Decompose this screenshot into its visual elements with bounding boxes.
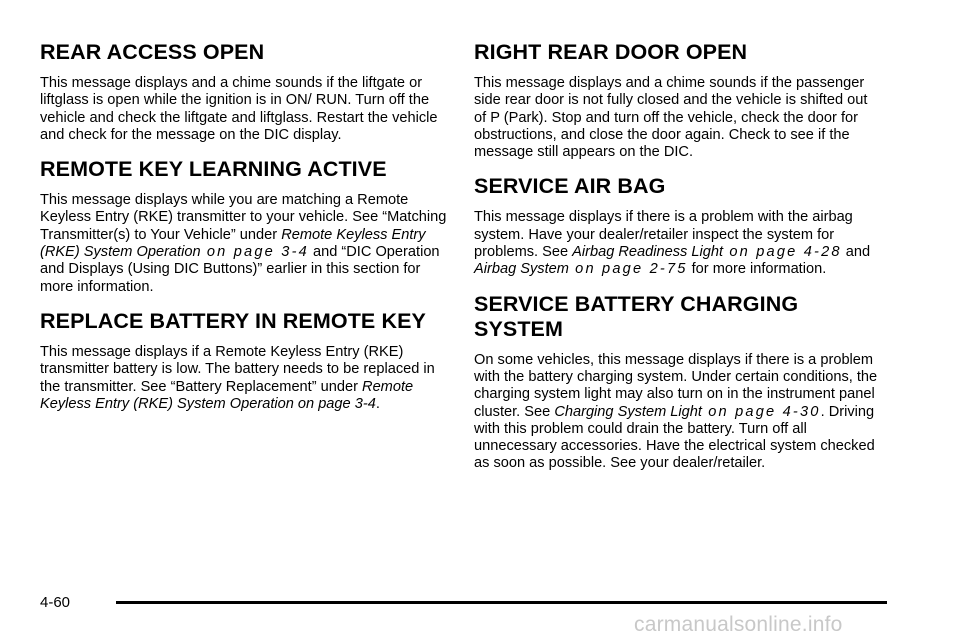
cross-reference-page[interactable]: on page 3-4 (200, 244, 309, 261)
section-replace-battery (40, 309, 448, 413)
left-column (40, 40, 448, 426)
body-service-air-bag (474, 209, 882, 278)
section-service-battery (474, 292, 882, 473)
section-right-rear-door (474, 40, 882, 161)
section-rear-access-open (40, 40, 448, 144)
cross-reference-link[interactable]: Airbag System (474, 261, 569, 278)
body-remote-key-learning (40, 192, 448, 296)
cross-reference-page[interactable]: on page 2-75 (568, 261, 688, 278)
heading-right-rear-door: RIGHT REAR DOOR OPEN (474, 40, 748, 64)
heading-service-air-bag: SERVICE AIR BAG (474, 174, 666, 199)
heading-rear-access-open: REAR ACCESS OPEN (40, 40, 265, 64)
body-rear-access-open: This message displays and a chime sounds if the liftgate or liftglass is open while the ignition is in ON/ RUN. Turn off the vehicle and check the liftgate and liftglass. Restart the vehicle and check for the message on the DIC display. (40, 75, 438, 143)
watermark-text: carmanualsonline.info (634, 613, 843, 636)
cross-reference-page[interactable]: on page 4-30 (701, 403, 821, 420)
text-span: This message displays while you are matching a Remote Keyless Entry (RKE) transmitter to your vehicle. See “Matching Transmitter(s) to Your Vehicle” under (40, 192, 447, 243)
text-span: for more information. (687, 261, 827, 278)
page-number: 4-60 (40, 594, 71, 611)
cross-reference-page[interactable]: on page 4-28 (723, 244, 842, 261)
text-span: . Driving with this problem could drain the battery. Turn off all unnecessary accessories. Have the electrical system checked as soon as possible. See your dealer/retailer. (474, 403, 875, 472)
cross-reference-link[interactable]: Charging System Light (554, 403, 702, 420)
heading-replace-battery: REPLACE BATTERY IN REMOTE KEY (40, 308, 426, 333)
text-span: This message displays if there is a problem with the airbag system. Have your dealer/retailer inspect the system for problems. See (474, 209, 853, 261)
body-right-rear-door: This message displays and a chime sounds if the passenger side rear door is not fully closed and the vehicle is shifted out of P (Park). Stop and turn off the vehicle, check the door for obstructions, and close the door again. Check to see if the message still appears on the DIC. (474, 75, 868, 161)
right-column (474, 40, 882, 486)
text-span: and (841, 244, 871, 261)
body-replace-battery (40, 344, 448, 413)
section-service-air-bag (474, 174, 882, 278)
text-span: This message displays if a Remote Keyless Entry (RKE) transmitter battery is low. The battery needs to be replaced in the transmitter. See “Battery Replacement” under (40, 343, 435, 395)
heading-remote-key-learning: REMOTE KEY LEARNING ACTIVE (40, 157, 387, 182)
body-service-battery (474, 352, 882, 473)
cross-reference-link[interactable]: Remote Keyless Entry (RKE) System Operation on page 3-4 (40, 378, 414, 412)
cross-reference-link[interactable]: Airbag Readiness Light (572, 244, 724, 261)
cross-reference-link[interactable]: Remote Keyless Entry (RKE) System Operation (40, 226, 426, 261)
text-span: On some vehicles, this message displays if there is a problem with the battery charging system. Under certain conditions, the charging system light may also turn on in the instrument panel cluster. See (474, 351, 878, 420)
footer-rule (116, 601, 887, 604)
text-span: . (375, 395, 380, 412)
text-span: and “DIC Operation and Displays (Using DIC Buttons)” earlier in this section for more information. (40, 244, 440, 295)
section-remote-key-learning (40, 157, 448, 296)
heading-service-battery: SERVICE BATTERY CHARGING SYSTEM (474, 291, 799, 341)
